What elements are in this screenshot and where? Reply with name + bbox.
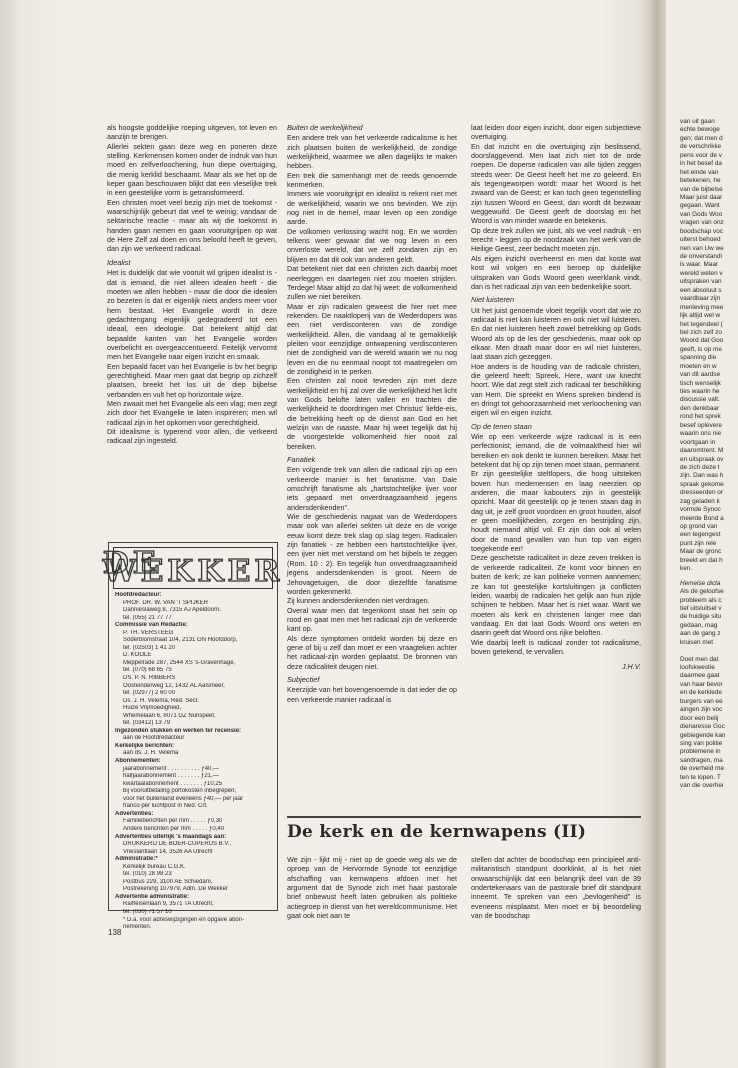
- paragraph: Keerzijde van het bovengenoemde is dat ieder die op een verkeerde manier radicaal is: [287, 685, 457, 704]
- right-page-line: betekenen, he: [680, 177, 721, 185]
- colophon-line: nementen.: [123, 924, 152, 931]
- right-page-line: meerde Bond a: [680, 514, 724, 522]
- right-page-line: ken.: [680, 565, 693, 573]
- colophon-line: Söderblomstraat 104, 2131 GN Hoofddorp,: [123, 637, 238, 644]
- subheading-fanatiek: Fanatiek: [287, 455, 316, 465]
- column-2: [287, 119, 457, 704]
- right-page-line: zijn. Dan was h: [680, 472, 724, 480]
- right-page-line: [680, 647, 738, 655]
- right-page-line: geeft, is op me: [680, 345, 722, 353]
- de-wekker-logo: DE WEKKER: [102, 546, 284, 589]
- right-page-line: aan de gang z: [680, 630, 721, 638]
- colophon-heading: Advertenties uiterlijk 's maandags aan:: [115, 833, 227, 840]
- page-number: 138: [108, 928, 122, 937]
- colophon-line: Postbus 229, 3100 AE Schiedam,: [123, 878, 213, 885]
- subheading-idealist: Idealist: [107, 257, 131, 267]
- colophon-line: Oosteinderweg 12, 1432 AL Aalsmeer,: [123, 682, 225, 689]
- right-page-line: punt zijn rele: [680, 539, 717, 547]
- colophon-line: Dannieslaweg 8, 7315 AJ Apeldoorn.: [123, 607, 222, 614]
- right-page-line: de huidige situ: [680, 613, 722, 621]
- subheading-op-de-tenen-staan: Op de tenen staan: [471, 421, 532, 431]
- colophon-line: tel. (02503) 1 41 20: [123, 644, 176, 651]
- right-page-line: de zich deze t: [680, 463, 720, 471]
- colophon-line: kwartaalabonnement . . . . . . . ƒ10,25: [123, 780, 223, 787]
- right-page-line: van de bijbelse: [680, 185, 723, 193]
- right-page-column: [680, 118, 738, 791]
- right-page-line: discussie valt.: [680, 396, 720, 404]
- paragraph: En dat inzicht en die overtuiging zijn beslissend, doorslaggevend. Men laat zich niet tot de orde roepen. De doperse radicalen van alle tijden zeggen steeds weer: De Geest heeft het me zo geleerd. En als tegengeworpen wordt: maar het Woord is het zwaard van de Geest; er kan toch geen tegenstelling zijn tussen Woord en Geest, dan wordt dit bezwaar weggewuifd. De Geest geeft de doorslag en het Woord is van minder waarde en betekenis.: [471, 141, 641, 226]
- right-page-line: voortgaan in: [680, 438, 716, 446]
- right-page-line: gegaan. Want: [680, 202, 720, 210]
- right-page-line: menleving mee: [680, 303, 724, 311]
- colophon-line: tel. (070) 68 65 75: [123, 667, 172, 674]
- paragraph: Een andere trek van het verkeerde radicalisme is het zich plaatsen buiten de werkelijkheid, de zondige werkelijkheid, waarmee we allen dagelijks te maken hebben.: [287, 133, 457, 171]
- right-page-line: uitspraken van: [680, 278, 722, 286]
- colophon-line: Andere berichten per mm . . . . . ƒ0,40: [123, 825, 225, 832]
- right-page-line: gebiegende kan: [680, 731, 726, 739]
- right-page-line: spraak gekome: [680, 480, 724, 488]
- right-page-line: den denkbaar: [680, 404, 720, 412]
- right-page-line: nen van Uw we: [680, 244, 724, 252]
- right-page-line: vormde Synoc: [680, 506, 721, 514]
- right-page-line: het tegendeel (: [680, 320, 723, 328]
- article2-column-b: [471, 855, 641, 920]
- colophon-line: aan ds. J. H. Velema: [123, 750, 179, 757]
- colophon-line: Vrieslantlaan 14, 3526 AA Utrecht: [123, 848, 213, 855]
- right-page-line: door een belij: [680, 714, 719, 722]
- right-page-line: breekt en dat h: [680, 556, 723, 564]
- paragraph: Uit het juist genoemde vloeit tegelijk voort dat wie zo radicaal is niet kan luisteren en ook niet wil luisteren. En dat niet luisteren heeft zowel betrekking op Gods Woord als op de les der geschiedenis, maar ook op elkaar. Men draaft maar door en wil niet luisteren, laat staan zich gezeggen.: [471, 305, 641, 362]
- paragraph: We zijn - lijkt mij - niet op de goede weg als we de oproep van de Hervormde Synode tot eenzijdige afschaffing van kernwapens afdoen met het argument dat de Synode zich met haar pastorale brief onbewust heeft laten gebruiken als politieke actiegroep in dienst van het wereldcommunisme. Het gaat ook niet aan te: [287, 855, 457, 921]
- paragraph: Maar er zijn radicalen geweest die hier niet mee rekenden. De naaktloperij van de Wederdopers was een niet verdisconteren van de zondige werkelijkheid. Allen, die vandaag al te gemakkelijk pleiten voor eenzijdige ontwapening verdisconteren niet de zondigheid van de wereld waarin we nu nog leven en die nu eenmaal noopt tot maatregelen om de zondigheid in te perken.: [287, 301, 457, 376]
- right-page-line: probleem als c: [680, 596, 722, 604]
- paragraph: Immers wie vooruitgrijpt en idealist is rekent niet met de werkelijkheid, waarin we ons bevinden. We zijn nog niet in de hemel, maar leven op een zondige aarde.: [287, 189, 457, 227]
- colophon-line: tel. (02977) 2 60 00: [123, 690, 176, 697]
- colophon-line: P. TH. VERSTEEG: [123, 629, 174, 636]
- right-page-line: het einde van: [680, 168, 719, 176]
- colophon-line: jaarabonnement . . . . . . . . . . ƒ40,—: [123, 765, 220, 772]
- colophon-line: * D.a. voor adreswijzigingen en opgave abon-: [123, 916, 245, 923]
- colophon-heading: Ingezonden stukken en werken ter recensie:: [115, 727, 242, 734]
- right-page-subheading: Hemelse dicta: [680, 579, 721, 587]
- right-page-line: de onverstandi: [680, 253, 722, 260]
- column-1: [107, 123, 277, 446]
- right-page-line: ten te lopen. T: [680, 773, 721, 781]
- colophon-heading: Hoofdredacteur:: [115, 592, 162, 598]
- right-page-line: van haar bevor: [680, 680, 723, 688]
- right-page-line: spanning die: [680, 354, 717, 362]
- colophon-line: DRUKKERIJ DE BOER-CUPERUS B.V.,: [123, 841, 232, 848]
- right-page-line: waarin ons nie: [680, 430, 722, 438]
- right-page-line: daarmee gaat: [680, 672, 720, 680]
- colophon-line: Ds. J. H. Velema, Red. Secr.: [123, 697, 200, 704]
- paragraph: Overal waar men dat tegenkomt staat het sein op rood en gaat men met het radicaal zijn de verkeerde kant op.: [287, 605, 457, 634]
- right-page-line: echte bewoge: [680, 126, 720, 134]
- paragraph: laat leiden door eigen inzicht, door eigen subjectieve overtuiging.: [471, 123, 641, 142]
- colophon-line: tel. (055) 21 77 77: [123, 614, 172, 621]
- colophon-line: tel. (010) 28 98 23: [123, 871, 172, 878]
- right-page-line: zag geladen k: [680, 497, 720, 505]
- colophon-line: PROF. DR. W. VAN 'T SPIJKER: [123, 599, 208, 606]
- colophon-line: Huize Vrijmoedigheid,: [123, 705, 182, 712]
- article-headline: De kerk en de kernwapens (II): [287, 822, 587, 842]
- right-page-line: problemene in: [680, 748, 721, 756]
- right-page-line: tisch wenselijk: [680, 379, 721, 387]
- paragraph: Een christen moet veel bezig zijn met de toekomst - waarschijnlijk gebeurt dat veel te weinig; vandaar de sektarische reactie - maar als wij die toekomst in handen gaan nemen en gaan vooruitgrijpen op wat de Here Zelf zal doen en ons beloofd heeft te geven, dan zijn we verkeerd radicaal.: [107, 197, 277, 254]
- paragraph: Zij kunnen andersdenkenden niet verdragen.: [287, 596, 430, 606]
- colophon-line: Kerkelijk bureau C.G.K.: [123, 863, 186, 870]
- paragraph: Het is duidelijk dat wie vooruit wil grijpen idealist is - dat is iemand, die niet alleen idealen heeft - die moeten we allen hebben - maar die door die idealen zo bezeten is dat er eigenlijk niets anders meer voor hem bestaat. Het Evangelie wordt in deze gedachtengang eigenlijk gedegradeerd tot een ideaal, een ideologie. Dat betekent altijd dat bepaalde kanten van het Evangelie worden overbelicht en overgeaccentueerd. Feitelijk vervormt men het Evangelie naar eigen inzicht en smaak.: [107, 268, 277, 362]
- right-page-line: is waar. Maar: [680, 261, 719, 269]
- paragraph: Dit idealisme is typerend voor allen, die verkeerd radicaal zijn ingesteld.: [107, 427, 277, 446]
- right-page-line: Doet men dat: [680, 655, 719, 663]
- right-page-line: burgers van ee: [680, 697, 723, 705]
- right-page-line: ties waarin he: [680, 388, 720, 395]
- colophon-line: DS. P. N. RIBBERS: [123, 675, 176, 682]
- colophon-heading: Commissie van Redactie:: [115, 622, 188, 629]
- paragraph: Dat betekent niet dat een christen zich daarbij moet neerleggen en daartegen niet zou moeten strijden. Terdege! Maar altijd zo dat hij weet: de volkomenheid zullen we niet bereiken.: [287, 264, 457, 302]
- right-page-line: en de kerklede: [680, 689, 722, 697]
- right-page-line: van uit gaan: [680, 118, 715, 125]
- right-page-line: sandragen, ma: [680, 756, 723, 764]
- section-divider: [287, 816, 641, 818]
- paragraph: Een christen zal nooit tevreden zijn met deze werkelijkheid en hij zal over die werkelijkheid het licht van Gods belofte laten vallen en trachten die werkelijkheid te doordringen met Christus' liefde-eis, die betrekking heeft op de dienst aan God en het welzijn van de naaste. Maar hij weet tegelijk dat hij de voorgestelde volkomenheid hier nooit zal bereiken.: [287, 376, 457, 451]
- right-page-line: aingen zijn voc: [680, 706, 723, 714]
- right-page-line: gedaan, mag: [680, 621, 718, 629]
- colophon-line: halfjaarabonnement . . . . . . . ƒ21,—: [123, 773, 219, 780]
- colophon-details: [109, 592, 277, 932]
- paragraph: Wie de geschiedenis nagaat van de Wederdopers maar ook van allerlei sekten uit deze en de vorige eeuw komt deze trek slag op slag tegen. Radicalen zijn fanatiek - ze hebben een hartstochtelijke ijver, een ijver niet met verstand om het bijbels te zeggen (Rom. 10 : 2). En tegelijk hun onverdraagzaamheid jegens andersdenkenden is groot. Neem de Jehovagetuigen, die door diezelfde fanatisme worden gekenmerkt.: [287, 512, 457, 596]
- right-page-line: kruisen met: [680, 638, 714, 646]
- right-page-line: de verschrikke: [680, 143, 722, 151]
- colophon-heading: Advertentie administratie:: [115, 893, 190, 900]
- right-page-line: vaardbaar zijn: [680, 295, 721, 303]
- right-page-line: rond het sprek: [680, 413, 721, 421]
- colophon-heading: Abonnementen:: [115, 758, 161, 765]
- right-page-line: van dit aardse: [680, 371, 721, 379]
- right-page-line: tief uitsluitsel v: [680, 604, 722, 612]
- paragraph: De volkomen verlossing wacht nog. En we worden telkens weer gewaar dat we nog leven in een onverloste wereld, dat we zelf zondaren zijn en blijven en dat dit ook van anderen geldt.: [287, 226, 457, 264]
- right-page-line: een tegengest: [680, 531, 721, 539]
- colophon-box: [102, 542, 284, 931]
- subheading-subjectief: Subjectief: [287, 674, 320, 684]
- column-3: [471, 123, 641, 672]
- right-page-line: uiterst behoed: [680, 236, 721, 244]
- right-page-line: een absoluut s: [680, 286, 722, 294]
- right-page-line: moeten en w: [680, 362, 717, 370]
- right-page-line: bel zich zelf zo: [680, 328, 722, 336]
- paragraph: als hoogste goddelijke roeping uitgeven, tot leven en aanzijn te brengen.: [107, 123, 277, 142]
- colophon-line: tel. (03412) 13 79: [123, 720, 171, 727]
- right-page-line: van die overhei: [680, 782, 724, 790]
- right-page: [666, 0, 738, 1068]
- colophon-line: Raiffeisenlaan 9, 3571 TA Utrecht,: [123, 901, 214, 908]
- right-page-line: pens voor de v: [680, 151, 722, 159]
- right-page-line: dienaresse Goc: [680, 723, 725, 731]
- colophon-heading: Administratie:*: [115, 856, 158, 863]
- right-page-line: sing van politie: [680, 739, 723, 747]
- subheading-niet-luisteren: Niet luisteren: [471, 295, 515, 305]
- right-page-line: Als de geloofse: [680, 588, 724, 596]
- right-page-line: gen; dat men d: [680, 134, 723, 142]
- paragraph: Op deze trek zullen we juist, als we veel nadruk - en terecht - leggen op de noodzaak van het werk van de Heilige Geest, zeer bedacht moeten zijn.: [471, 225, 641, 254]
- colophon-line: Meppelrade 287, 2544 XS 's-Gravenhage,: [123, 659, 236, 666]
- paragraph: Hoe anders is de houding van de radicale christen, die geleerd heeft: Spreek, Here, want uw knecht hoort. Wie dat zegt stelt zich radicaal ter beschikking van Hem. Die spreekt en Wiens spreken bindend is en dringt tot gehoorzaamheid met verloochening van eigen wil en eigen inzicht.: [471, 361, 641, 418]
- right-page-line: in het besef da: [680, 160, 722, 168]
- colophon-line: Whemelaan 6, 8071 GZ Nunspeet,: [123, 712, 216, 719]
- author-signature: J.H.V.: [621, 662, 641, 672]
- paragraph: Wie op een verkeerde wijze radicaal is is een perfectionist; iemand, die de volmaaktheid hier wil bereiken en ook denkt te kunnen bereiken. Maar het betekent dat hij op zijn tenen moet staan, permanent. Er zijn geestelijke steltlopers, die hoog uitsteken boven hun medemensen en laag neerzien op anderen, die maar kabouters zijn in geestelijk opzicht. Maar dit geestelijk op je tenen staan dag in dag uit, je zelf groot voordoen en groot houden, alsof er geen moeilijkheden, zorgen en bestrijding zijn, houdt niemand altijd vol. Er zijn dan ook al velen door de mand gevallen van hun top van eigen toegekende eer!: [471, 432, 641, 554]
- right-page-line: van Gods Woo: [680, 210, 723, 218]
- colophon-line: aan de Hoofdredacteur: [123, 735, 185, 742]
- paragraph: Als eigen inzicht overheerst en men dat koste wat kost wil volgen en een beroep op duidelijke uitspraken van Gods Woord geen weerklank vindt, dan is het radicaal zijn van een bedenkelijke soort.: [471, 253, 641, 291]
- paragraph: Een bepaald facet van het Evangelie is bv het begrip gerechtigheid. Maar men gaat dat begrip op zichzelf plaatsen, breekt het los uit de diep bijbelse verbanden en vult het op horizontale wijze.: [107, 361, 277, 399]
- colophon-line: bij vooruitbetaling portokosten inbegrepen;: [123, 788, 237, 795]
- colophon-line: D. KOOLE: [123, 652, 152, 659]
- article2-column-a: [287, 855, 457, 920]
- right-page-line: Maar juist daar: [680, 193, 723, 201]
- subheading-buiten-de-werkelijkheid: Buiten de werkelijkheid: [287, 123, 363, 132]
- colophon-heading: Advertenties:: [115, 810, 154, 817]
- paragraph: Een trek die samenhangt met de reeds genoemde kenmerken.: [287, 170, 457, 190]
- colophon-heading: Kerkelijke berichten:: [115, 742, 175, 749]
- page-gutter: [648, 0, 666, 1068]
- paragraph: stellen dat achter de boodschap een principieel anti-militaristisch standpunt doorklinkt, al is het niet onwaarschijnlijk dat een belangrijk deel van de 39 ondertekenaars van de pastorale brief dit standpunt inneemt. Te spreken van een „bevlogenheid" is eveneens misplaatst. Men moet er bij beoordeling van de boodschap: [471, 855, 641, 921]
- right-page-line: dresseerden or: [680, 489, 723, 497]
- colophon-line: Postrekening 107979, Adm. De Wekker: [123, 886, 228, 893]
- paragraph: Deze geschetste radicaliteit in deze zeven trekken is de verkeerde radicaliteit. Ze komt voor binnen en buiten de kerk; ze kan politieke vormen aannemen; ze kan tot geestelijke kortsluitingen ja conflicten leiden, waarbij de radicalen het gelijk aan hun zijde schijnen te hebben. Maar het is niet waar. Want we moeten als kerk en christenen langer mee dan vandaag. En dat laat Gods Woord ons weten en daarin geeft dat Woord ons rijke beloften.: [471, 553, 641, 638]
- colophon-line: franco per luchtpost in Ned. Crt.: [123, 803, 208, 810]
- right-page-line: wereld weten v: [680, 269, 723, 277]
- paragraph: Men zwaait met het Evangelie als een vlag; men zegt zich door het Evangelie te laten inspireren; men wil radicaal zijn in het opkomen voor gerechtigheid.: [107, 398, 277, 427]
- right-page-line: vragen van onz: [680, 219, 724, 227]
- right-page-line: besef oplevere: [680, 421, 722, 429]
- paragraph: Allerlei sekten gaan deze weg en poneren deze stelling. Kerkmensen komen onder de indruk van hun moed en zelfverloochening, hun diepe overtuiging, die menig kerklid beschaamt. Maar als we het op de keper gaan beschouwen blijkt dat een vleselijke trek in een geestelijke vorm is getransformeerd.: [107, 141, 277, 198]
- right-page-line: Woord dat Goo: [680, 337, 724, 345]
- colophon-line: Familieberichten per mm . . . . . ƒ0,30: [123, 818, 223, 825]
- colophon-line: voor het buitenland eveneens ƒ40,— per jaar: [123, 795, 244, 802]
- right-page-line: daaromtrent. M: [680, 447, 724, 455]
- paragraph: Wie daarbij leeft is radicaal zonder tot radicalisme, boven getekend, te vervallen.: [471, 637, 641, 656]
- right-page-line: lijk altijd wel w: [680, 312, 721, 320]
- right-page-line: boodschap voc: [680, 227, 723, 235]
- right-page-line: op grond van: [680, 523, 718, 530]
- right-page-line: en uitspraak ov: [680, 455, 724, 463]
- right-page-line: loofskwestie: [680, 664, 715, 671]
- paragraph: Als deze symptomen ontdekt worden bij deze en gene of bij u zelf dan moet er een vraagteken achter het radicaal-zijn worden geplaatst. De bronnen van deze radicaliteit deugen niet.: [287, 633, 457, 671]
- colophon-line: tel. (030) 71 57 10: [123, 908, 172, 915]
- paragraph: Een volgende trek van allen die radicaal zijn op een verkeerde manier is het fanatisme. Van Dale omschrijft fanatisme als „hartstochtelijke ijver voor iets gepaard met onverdraagzaamheid jegens andersdenkenden".: [287, 465, 457, 512]
- right-page-line: Maar de gronc: [680, 548, 722, 556]
- right-page-line: de overheid me: [680, 765, 725, 773]
